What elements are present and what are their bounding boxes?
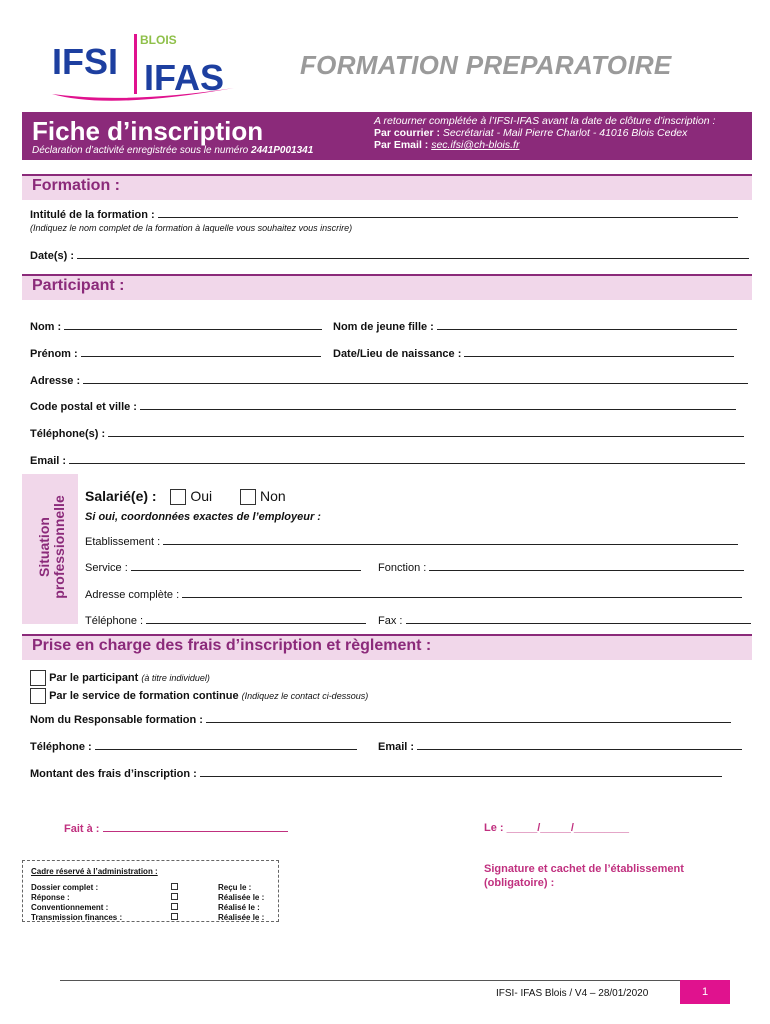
date-le-field[interactable]: Le : _____/_____/_________ [484,822,629,834]
admin-row-status: Réalisée le : [218,893,265,902]
email-line: Par Email : sec.ifsi@ch-blois.fr [374,139,520,151]
admin-row-label: Conventionnement : [31,903,109,912]
admin-row-label: Dossier complet : [31,883,99,892]
prenom-field[interactable]: Prénom : [30,347,321,360]
admin-box [22,860,279,922]
salarie-row [85,488,286,505]
nom-field[interactable]: Nom : [30,320,322,333]
situation-sidebar [22,474,78,624]
admin-title: Cadre réservé à l’administration : [31,867,158,876]
salarie-label: Salarié(e) : [85,488,157,504]
si-oui-text: Si oui, coordonnées exactes de l’employeur : [85,511,321,523]
participant-checkbox[interactable] [30,670,46,686]
page-number: 1 [680,980,730,1004]
logo-blois: BLOIS [140,33,177,47]
admin-labels [31,883,122,923]
telephone-field[interactable]: Téléphone(s) : [30,427,744,440]
declaration-text: Déclaration d’activité enregistrée sous le numéro 2441P001341 [32,145,314,156]
admin-status [218,883,264,923]
date-lieu-field[interactable]: Date/Lieu de naissance : [333,347,734,360]
oui-checkbox[interactable] [170,489,186,505]
admin-checkbox[interactable] [171,903,178,910]
ifsi-ifas-logo [48,28,238,106]
pec-telephone-field[interactable]: Téléphone : [30,740,357,753]
admin-row-status: Reçu le : [218,883,252,892]
adresse-field[interactable]: Adresse : [30,374,748,387]
header-bar [22,112,752,160]
option-service[interactable]: Par le service de formation continue (Indiquez le contact ci-dessous) [30,688,368,704]
oui-label: Oui [190,488,213,504]
section-prise-en-charge: Prise en charge des frais d’inscription et règlement : [22,634,752,660]
cp-ville-field[interactable]: Code postal et ville : [30,400,736,413]
service-checkbox[interactable] [30,688,46,704]
fonction-field[interactable]: Fonction : [378,561,744,574]
courrier-line: Par courrier : Secrétariat - Mail Pierre Charlot - 41016 Blois Cedex [374,127,688,139]
logo-ifas: IFAS [144,57,225,98]
signature-cachet: Signature et cachet de l’établissement (obligatoire) : [484,863,684,889]
intitule-field[interactable]: Intitulé de la formation : [30,208,738,221]
admin-row-label: Réponse : [31,893,70,902]
responsable-field[interactable]: Nom du Responsable formation : [30,713,731,726]
intitule-hint: (Indiquez le nom complet de la formation à laquelle vous souhaitez vous inscrire) [30,223,353,233]
dates-field[interactable]: Date(s) : [30,249,749,262]
non-checkbox[interactable] [240,489,256,505]
fiche-title: Fiche d’inscription [32,116,264,146]
non-label: Non [259,488,286,504]
nom-jeune-fille-field[interactable]: Nom de jeune fille : [333,320,737,333]
admin-row-status: Réalisée le : [218,913,265,922]
professionnelle-label: professionnelle [51,495,67,599]
situation-label: Situation [36,517,52,577]
service-field[interactable]: Service : [85,561,361,574]
employer-telephone-field[interactable]: Téléphone : [85,614,366,627]
etablissement-field[interactable]: Etablissement : [85,535,738,548]
footer-version: IFSI- IFAS Blois / V4 – 28/01/2020 [496,988,649,999]
email-link[interactable]: sec.ifsi@ch-blois.fr [431,139,520,151]
document-title: FORMATION PREPARATOIRE [300,50,672,80]
footer-divider [60,980,710,981]
declaration-number: 2441P001341 [251,145,314,156]
admin-row-status: Réalisé le : [218,903,260,912]
fax-field[interactable]: Fax : [378,614,751,627]
email-field[interactable]: Email : [30,454,745,467]
logo-ifsi: IFSI [52,41,119,82]
pec-email-field[interactable]: Email : [378,740,742,753]
return-line: A retourner complétée à l’IFSI-IFAS avant la date de clôture d’inscription : [374,115,716,127]
adresse-complete-field[interactable]: Adresse complète : [85,588,742,601]
return-instructions [374,115,715,151]
fait-a-field[interactable]: Fait à : [64,822,288,835]
section-participant: Participant : [22,274,752,300]
option-participant[interactable]: Par le participant (à titre individuel) [30,670,210,686]
admin-checkbox[interactable] [171,883,178,890]
admin-checkbox[interactable] [171,893,178,900]
admin-checkbox[interactable] [171,913,178,920]
admin-checkboxes [171,883,178,923]
montant-field[interactable]: Montant des frais d’inscription : [30,767,722,780]
admin-row-label: Transmission finances : [31,913,123,922]
section-formation: Formation : [22,174,752,200]
